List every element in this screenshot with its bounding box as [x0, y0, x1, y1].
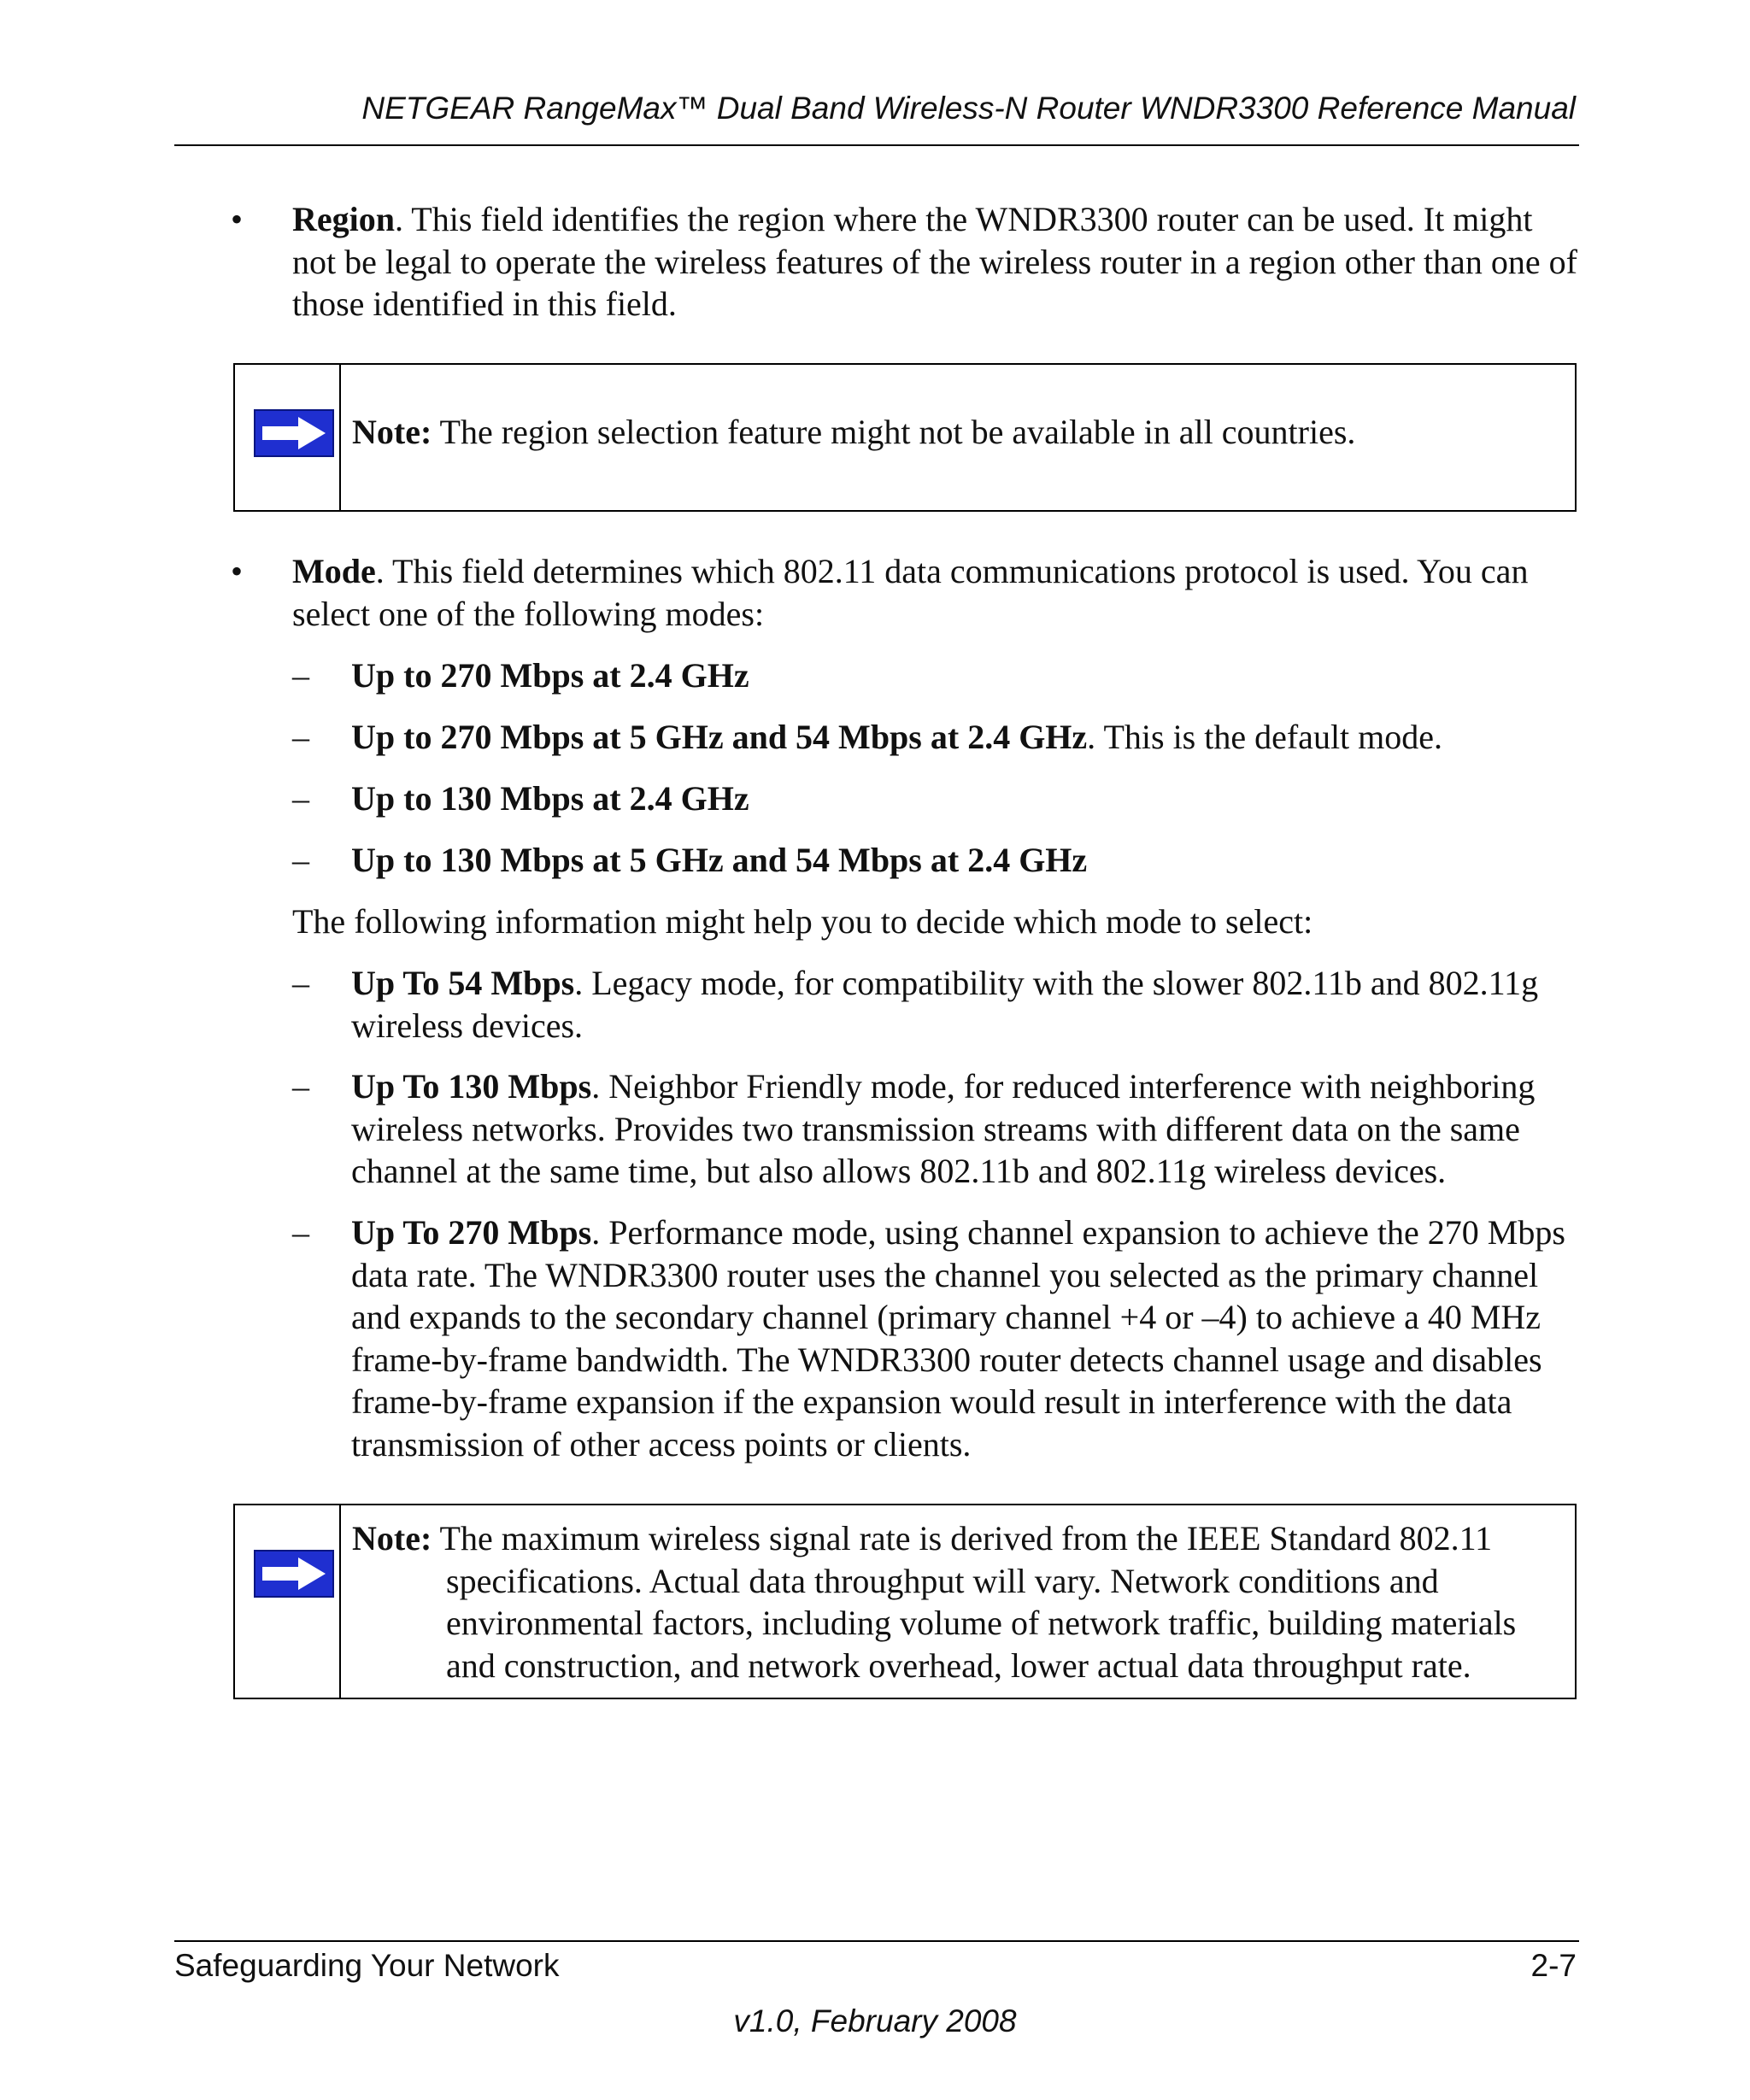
mode-help-desc: . Legacy mode, for compatibility with the slower 802.11b and 802.11g wireless devices.: [351, 964, 1539, 1045]
mode-paragraph: [292, 550, 1583, 635]
note-box-rate: [233, 1504, 1577, 1699]
mode-text: . This field determines which 802.11 data communications protocol is used. You can select one of the following modes:: [292, 552, 1529, 633]
mode-option: [351, 654, 1582, 697]
note-label: Note:: [352, 413, 432, 451]
right-arrow-icon: [254, 409, 334, 457]
help-dash: –: [292, 1067, 309, 1106]
note-divider: [339, 1505, 341, 1698]
option-dash: –: [292, 718, 309, 756]
mode-option-name: Up to 270 Mbps at 2.4 GHz: [351, 656, 749, 695]
option-dash: –: [292, 841, 309, 879]
mode-option: [351, 777, 1582, 820]
help-dash: –: [292, 1213, 309, 1252]
mode-help-item: [351, 962, 1582, 1047]
mode-option-name: Up to 130 Mbps at 2.4 GHz: [351, 779, 749, 818]
note-body: The region selection feature might not be available in all countries.: [432, 413, 1356, 451]
mode-option-name: Up to 130 Mbps at 5 GHz and 54 Mbps at 2.4 GHz: [351, 841, 1088, 879]
mode-help-name: Up To 270 Mbps: [351, 1213, 592, 1252]
mode-help-name: Up To 54 Mbps: [351, 964, 575, 1002]
version-line: v1.0, February 2008: [733, 2003, 1017, 2038]
mode-option-note: . This is the default mode.: [1087, 718, 1443, 756]
mode-option: [351, 716, 1582, 759]
page-number: 2-7: [1530, 1948, 1577, 1983]
mode-help-desc: . Performance mode, using channel expansion to achieve the 270 Mbps data rate. The WNDR3300 router uses the channel you selected as the primary channel and expands to the secondary channel (primary channel +4 or –4) to achieve a 40 MHz frame-by-frame bandwidth. The WNDR3300 router detects channel usage and disables frame-by-frame expansion if the expansion would result in interference with the data transmission of other access points or clients.: [351, 1213, 1565, 1464]
note-text-rate: [352, 1517, 1563, 1686]
mode-help-desc: . Neighbor Friendly mode, for reduced interference with neighboring wireless networks. Provides two transmission streams with different data on the same channel at the same time, but also allows 802.11b and 802.11g wireless devices.: [351, 1067, 1536, 1190]
header-rule: [174, 144, 1579, 146]
running-header: NETGEAR RangeMax™ Dual Band Wireless-N Router WNDR3300 Reference Manual: [361, 91, 1576, 126]
note-text-region: [352, 411, 1563, 454]
help-dash: –: [292, 964, 309, 1002]
mode-option: [351, 839, 1582, 882]
mode-option-name: Up to 270 Mbps at 5 GHz and 54 Mbps at 2.4 GHz: [351, 718, 1088, 756]
region-paragraph: [292, 198, 1583, 326]
note-body: The maximum wireless signal rate is derived from the IEEE Standard 802.11 specifications. Actual data throughput will vary. Network conditions and environmental factors, including volume of network traffic, building materials and construction, and network overhead, lower actual data throughput rate.: [432, 1519, 1517, 1685]
note-divider: [339, 365, 341, 510]
footer-rule: [174, 1940, 1579, 1942]
option-dash: –: [292, 779, 309, 818]
region-bullet: •: [231, 200, 244, 238]
mode-help-item: [351, 1211, 1582, 1465]
mode-help-intro: The following information might help you to decide which mode to select:: [292, 902, 1313, 941]
region-term: Region: [292, 200, 395, 238]
footer-section-title: Safeguarding Your Network: [174, 1948, 560, 1983]
mode-help-name: Up To 130 Mbps: [351, 1067, 592, 1106]
right-arrow-icon: [254, 1550, 334, 1598]
mode-help-item: [351, 1065, 1582, 1193]
region-text: . This field identifies the region where the WNDR3300 router can be used. It might not be legal to operate the wireless features of the wireless router in a region other than one of those identified in this field.: [292, 200, 1577, 323]
option-dash: –: [292, 656, 309, 695]
note-box-region: [233, 363, 1577, 512]
mode-bullet: •: [231, 552, 244, 590]
mode-term: Mode: [292, 552, 376, 590]
note-label: Note:: [352, 1519, 432, 1557]
